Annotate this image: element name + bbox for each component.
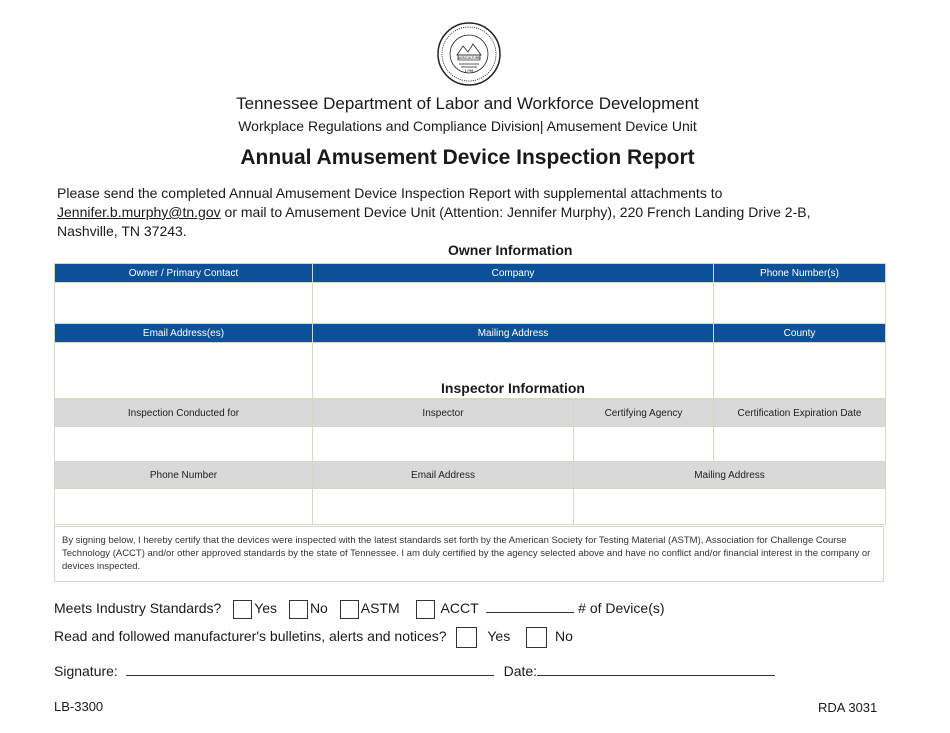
- standards-yes-checkbox[interactable]: [233, 600, 252, 619]
- date-field[interactable]: [537, 675, 775, 676]
- intro-line-3: Nashville, TN 37243.: [57, 223, 187, 239]
- owner-primary-contact-field[interactable]: [55, 283, 313, 324]
- county-header: County: [714, 324, 886, 343]
- company-header: Company: [313, 264, 714, 283]
- certification-expiration-date-header: Certification Expiration Date: [714, 400, 886, 427]
- intro-line-2: [57, 203, 857, 222]
- astm-checkbox[interactable]: [340, 600, 359, 619]
- inspector-information-heading: Inspector Information: [441, 380, 585, 396]
- certification-expiration-date-field[interactable]: [714, 427, 886, 462]
- signature-field[interactable]: [126, 675, 494, 676]
- inspector-mailing-address-header: Mailing Address: [574, 462, 886, 489]
- inspector-header: Inspector: [313, 400, 574, 427]
- standards-no-label: No: [309, 600, 328, 617]
- inspector-phone-number-field[interactable]: [55, 489, 313, 525]
- phone-numbers-header: Phone Number(s): [714, 264, 886, 283]
- device-count-label: # of Device(s): [578, 600, 665, 617]
- inspector-field[interactable]: [313, 427, 574, 462]
- signature-label: Signature:: [54, 663, 118, 679]
- certification-statement: By signing below, I hereby certify that the devices were inspected with the latest standards set forth by the American Society for Testing Material (ASTM), Association for Challenge Course Technology (ACCT) and/or other approved standards by the state of Tennessee. I am duly certified by the agency selected above and have no conflict and/or financial interest in the company or devices inspected.: [54, 526, 884, 582]
- rda-number: RDA 3031: [818, 700, 878, 715]
- bulletins-label: Read and followed manufacturer's bulletins, alerts and notices?: [54, 628, 447, 645]
- standards-yes-label: Yes: [254, 600, 278, 617]
- date-label: Date:: [503, 663, 538, 679]
- bulletins-no-label: No: [554, 628, 573, 645]
- certifying-agency-header: Certifying Agency: [574, 400, 714, 427]
- inspector-email-address-header: Email Address: [313, 462, 574, 489]
- industry-standards-question: [54, 600, 665, 619]
- owner-heading-text: Owner Information: [448, 242, 573, 258]
- form-number: LB-3300: [54, 699, 104, 714]
- standards-no-checkbox[interactable]: [289, 600, 308, 619]
- inspector-information-table: [54, 399, 886, 525]
- device-count-field[interactable]: [486, 612, 574, 613]
- email-addresses-header: Email Address(es): [55, 324, 313, 343]
- inspection-conducted-for-header: Inspection Conducted for: [55, 400, 313, 427]
- owner-information-table: [54, 263, 886, 399]
- county-field[interactable]: [714, 343, 886, 399]
- intro-line-2-rest: or mail to Amusement Device Unit (Attention: Jennifer Murphy), 220 French Landing Drive 2-B,: [220, 204, 811, 220]
- owner-primary-contact-header: Owner / Primary Contact: [55, 264, 313, 283]
- acct-label: ACCT: [440, 600, 479, 617]
- mailing-address-header: Mailing Address: [313, 324, 714, 343]
- tennessee-state-seal: [437, 22, 501, 86]
- company-field[interactable]: [313, 283, 714, 324]
- email-link[interactable]: Jennifer.b.murphy@tn.gov: [57, 204, 221, 220]
- intro-paragraph: [57, 184, 857, 241]
- phone-numbers-field[interactable]: [714, 283, 886, 324]
- bulletins-yes-label: Yes: [487, 628, 511, 645]
- svg-text:1796: 1796: [464, 69, 474, 73]
- astm-label: ASTM: [360, 600, 400, 617]
- industry-standards-label: Meets Industry Standards?: [54, 600, 222, 617]
- mailing-address-field[interactable]: [313, 343, 714, 399]
- inspector-phone-number-header: Phone Number: [55, 462, 313, 489]
- intro-line-1: Please send the completed Annual Amusement Device Inspection Report with supplemental attachments to: [57, 185, 723, 201]
- inspector-mailing-address-field[interactable]: [574, 489, 886, 525]
- acct-checkbox[interactable]: [416, 600, 435, 619]
- certifying-agency-field[interactable]: [574, 427, 714, 462]
- department-name: Tennessee Department of Labor and Workforce Development: [236, 94, 699, 113]
- division-name: Workplace Regulations and Compliance Division| Amusement Device Unit: [238, 118, 697, 134]
- bulletins-question: [54, 627, 573, 648]
- bulletins-yes-checkbox[interactable]: [456, 627, 477, 648]
- email-addresses-field[interactable]: [55, 343, 313, 399]
- page-title: Annual Amusement Device Inspection Report: [240, 146, 695, 169]
- signature-row: [54, 663, 775, 679]
- svg-text:AGRICULTURE: AGRICULTURE: [457, 56, 481, 60]
- bulletins-no-checkbox[interactable]: [526, 627, 547, 648]
- inspection-conducted-for-field[interactable]: [55, 427, 313, 462]
- inspector-email-address-field[interactable]: [313, 489, 574, 525]
